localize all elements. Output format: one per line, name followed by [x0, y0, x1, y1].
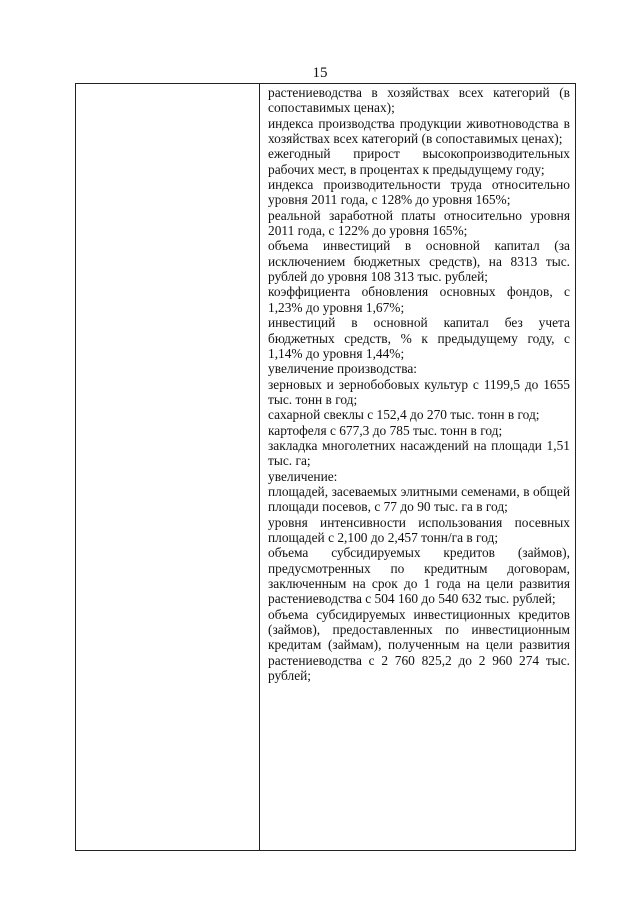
paragraph: инвестиций в основной капитал без учета бюджетных средств, % к предыдущему году, с 1,14% до уровня 1,44%;	[268, 315, 570, 361]
paragraph: объема субсидируемых кредитов (займов), предусмотренных по кредитным договорам, заключенным на срок до 1 года на цели развития растениеводства с 504 160 до 540 632 тыс. рублей;	[268, 545, 570, 607]
paragraph: ежегодный прирост высокопроизводительных рабочих мест, в процентах к предыдущему году;	[268, 146, 570, 177]
paragraph: объема субсидируемых инвестиционных кредитов (займов), предоставленных по инвестиционным кредитам (займам), полученным на цели развития растениеводства с 2 760 825,2 до 2 960 274 тыс. рублей;	[268, 606, 570, 684]
paragraph: зерновых и зернобобовых культур с 1199,5 до 1655 тыс. тонн в год;	[268, 376, 570, 407]
table-right-column	[260, 84, 575, 850]
paragraph: закладка многолетних насаждений на площади 1,51 тыс. га;	[268, 437, 570, 469]
table-left-column	[76, 84, 260, 850]
paragraph: объема инвестиций в основной капитал (за исключением бюджетных средств), на 8313 тыс. рублей до уровня 108 313 тыс. рублей;	[268, 238, 570, 285]
paragraph: индекса производства продукции животноводства в хозяйствах всех категорий (в сопоставимых ценах);	[268, 115, 570, 147]
document-table	[75, 83, 576, 851]
paragraph: картофеля с 677,3 до 785 тыс. тонн в год;	[268, 422, 503, 438]
paragraph: реальной заработной платы относительно уровня 2011 года, с 122% до уровня 165%;	[268, 207, 570, 239]
page-number: 15	[312, 65, 328, 81]
paragraph: увеличение:	[268, 468, 338, 484]
paragraph: площадей, засеваемых элитными семенами, в общей площади посевов, с 77 до 90 тыс. га в год;	[268, 483, 570, 515]
paragraph: увеличение производства:	[268, 361, 418, 377]
paragraph: уровня интенсивности использования посевных площадей с 2,100 до 2,457 тонн/га в год;	[268, 514, 570, 545]
paragraph: растениеводства в хозяйствах всех категорий (в сопоставимых ценах);	[268, 85, 570, 116]
paragraph: индекса производительности труда относительно уровня 2011 года, с 128% до уровня 165%;	[268, 177, 570, 208]
paragraph: коэффициента обновления основных фондов, с 1,23% до уровня 1,67%;	[268, 284, 570, 315]
paragraph: сахарной свеклы с 152,4 до 270 тыс. тонн в год;	[268, 407, 540, 423]
